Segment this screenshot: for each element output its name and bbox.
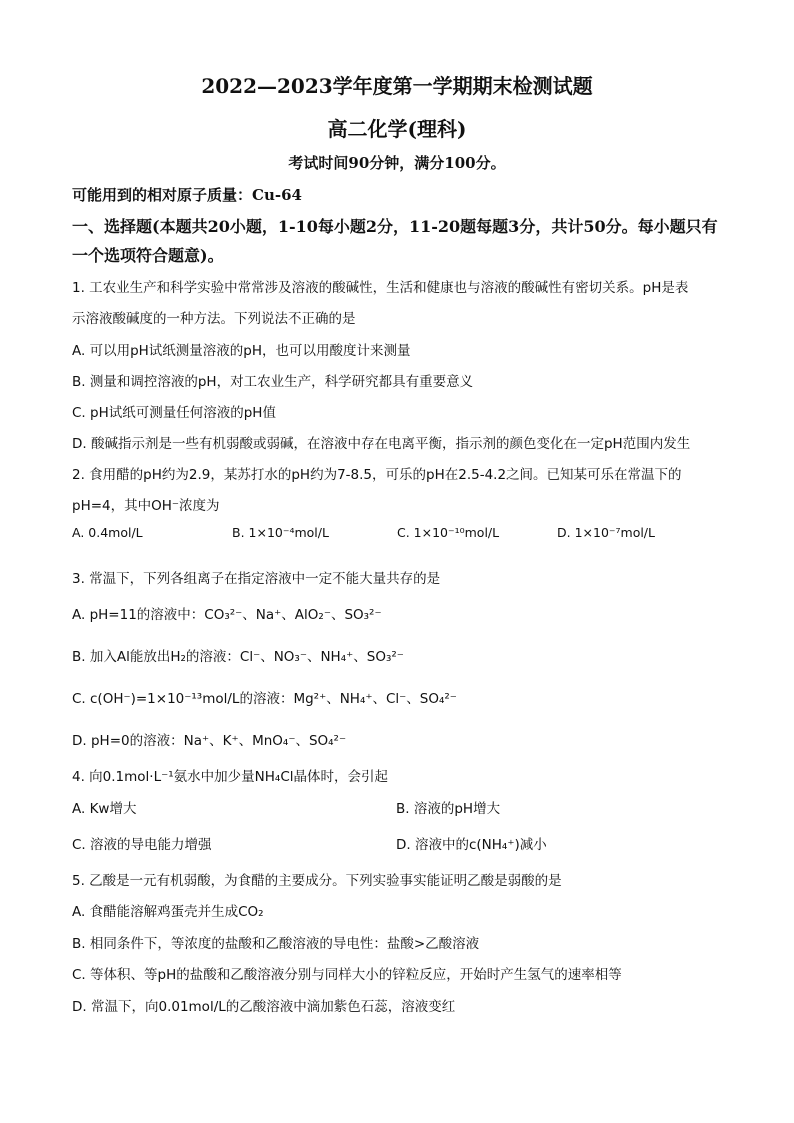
- q5-stem: 5. 乙酸是一元有机弱酸，为食醋的主要成分。下列实验事实能证明乙酸是弱酸的是: [72, 873, 562, 889]
- q1-option-c: C. pH试纸可测量任何溶液的pH值: [72, 405, 276, 421]
- exam-subtitle: 高二化学(理科): [327, 117, 467, 141]
- exam-title: 2022—2023学年度第一学期期末检测试题: [201, 74, 593, 98]
- q1-option-b: B. 测量和调控溶液的pH，对工农业生产，科学研究都具有重要意义: [72, 374, 474, 390]
- q3-option-d: D. pH=0的溶液：Na⁺、K⁺、MnO₄⁻、SO₄²⁻: [72, 733, 347, 749]
- section-heading-line1: 一、选择题(本题共20小题，1-10每小题2分，11-20题每题3分，共计50分。每小题只有: [72, 217, 718, 236]
- exam-info: 考试时间90分钟，满分100分。: [288, 154, 506, 172]
- q5-option-c: C. 等体积、等pH的盐酸和乙酸溶液分别与同样大小的锌粒反应，开始时产生氢气的速率相等: [72, 967, 622, 983]
- q2-stem-line2: pH=4，其中OH⁻浓度为: [72, 498, 220, 514]
- q2-option-d: D. 1×10⁻⁷mol/L: [557, 525, 655, 540]
- q2-option-a: A. 0.4mol/L: [72, 525, 143, 540]
- q4-option-d: D. 溶液中的c(NH₄⁺)减小: [396, 837, 547, 853]
- q3-stem: 3. 常温下，下列各组离子在指定溶液中一定不能大量共存的是: [72, 571, 441, 587]
- q2-option-c: C. 1×10⁻¹⁰mol/L: [397, 525, 500, 540]
- q3-option-a: A. pH=11的溶液中：CO₃²⁻、Na⁺、AlO₂⁻、SO₃²⁻: [72, 607, 382, 623]
- q3-option-c: C. c(OH⁻)=1×10⁻¹³mol/L的溶液：Mg²⁺、NH₄⁺、Cl⁻、SO₄²⁻: [72, 691, 457, 707]
- q5-option-a: A. 食醋能溶解鸡蛋壳并生成CO₂: [72, 904, 264, 920]
- section-heading: [72, 212, 722, 270]
- atomic-mass-note: 可能用到的相对原子质量：Cu-64: [72, 186, 302, 204]
- q3-option-b: B. 加入Al能放出H₂的溶液：Cl⁻、NO₃⁻、NH₄⁺、SO₃²⁻: [72, 649, 404, 665]
- q4-option-a: A. Kw增大: [72, 801, 137, 817]
- q1-stem-line1: 1. 工农业生产和科学实验中常常涉及溶液的酸碱性，生活和健康也与溶液的酸碱性有密切关系。pH是表: [72, 280, 689, 296]
- q5-option-b: B. 相同条件下，等浓度的盐酸和乙酸溶液的导电性：盐酸>乙酸溶液: [72, 936, 480, 952]
- q4-stem: 4. 向0.1mol·L⁻¹氨水中加少量NH₄Cl晶体时，会引起: [72, 769, 388, 785]
- q4-option-c: C. 溶液的导电能力增强: [72, 837, 212, 853]
- q2-stem-line1: 2. 食用醋的pH约为2.9，某苏打水的pH约为7-8.5，可乐的pH在2.5-4.2之间。已知某可乐在常温下的: [72, 467, 682, 483]
- q5-option-d: D. 常温下，向0.01mol/L的乙酸溶液中滴加紫色石蕊，溶液变红: [72, 999, 456, 1015]
- q1-stem-line2: 示溶液酸碱度的一种方法。下列说法不正确的是: [72, 311, 356, 327]
- section-heading-line2: 一个选项符合题意)。: [72, 246, 224, 265]
- q2-option-b: B. 1×10⁻⁴mol/L: [232, 525, 329, 540]
- q1-option-a: A. 可以用pH试纸测量溶液的pH，也可以用酸度计来测量: [72, 343, 411, 359]
- q4-option-b: B. 溶液的pH增大: [396, 801, 501, 817]
- q1-option-d: D. 酸碱指示剂是一些有机弱酸或弱碱，在溶液中存在电离平衡，指示剂的颜色变化在一定pH范围内发生: [72, 436, 691, 452]
